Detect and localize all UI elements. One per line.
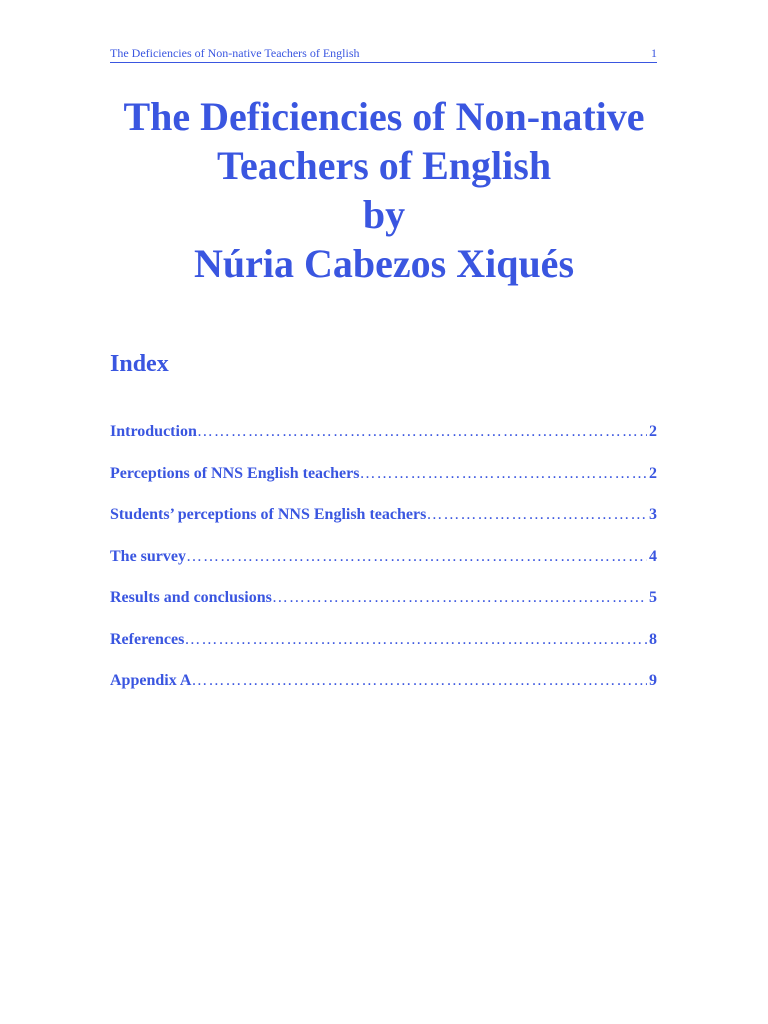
toc-entry-label: References bbox=[110, 630, 185, 648]
running-header bbox=[110, 44, 657, 63]
toc-entry-label: Results and conclusions bbox=[110, 589, 272, 606]
table-of-contents bbox=[110, 422, 657, 713]
title-line-2: Teachers of English bbox=[216, 143, 552, 188]
toc-entry-page: 4 bbox=[649, 547, 657, 565]
toc-entry-results[interactable] bbox=[110, 588, 657, 608]
toc-entry-page: 8 bbox=[649, 630, 657, 648]
toc-leader-dots bbox=[191, 671, 647, 691]
toc-entry-students-perceptions[interactable] bbox=[110, 505, 657, 525]
toc-entry-page: 2 bbox=[649, 464, 657, 482]
toc-entry-page: 5 bbox=[649, 589, 657, 606]
toc-entry-label: Students’ perceptions of NNS English teachers bbox=[110, 506, 427, 523]
toc-leader-dots bbox=[184, 630, 647, 650]
toc-entry-page: 3 bbox=[649, 506, 657, 523]
toc-entry-label: Perceptions of NNS English teachers bbox=[110, 464, 360, 482]
title-line-3: by bbox=[362, 192, 406, 237]
toc-entry-perceptions[interactable] bbox=[110, 464, 657, 484]
toc-leader-dots bbox=[272, 588, 647, 608]
toc-entry-label: Introduction bbox=[110, 423, 197, 440]
running-header-page-number: 1 bbox=[651, 46, 657, 60]
toc-entry-references[interactable] bbox=[110, 630, 657, 650]
toc-entry-label: The survey bbox=[110, 547, 186, 565]
running-header-title: The Deficiencies of Non-native Teachers of English bbox=[110, 46, 360, 60]
toc-entry-introduction[interactable] bbox=[110, 422, 657, 442]
toc-leader-dots bbox=[359, 464, 647, 484]
title-line-1: The Deficiencies of Non-native bbox=[123, 94, 645, 139]
toc-entry-survey[interactable] bbox=[110, 547, 657, 567]
toc-entry-appendix-a[interactable] bbox=[110, 671, 657, 691]
toc-entry-page: 9 bbox=[649, 672, 657, 689]
toc-entry-page: 2 bbox=[649, 423, 657, 440]
toc-leader-dots bbox=[186, 547, 647, 567]
toc-leader-dots bbox=[197, 422, 647, 442]
toc-entry-label: Appendix A bbox=[110, 672, 192, 689]
toc-leader-dots bbox=[426, 505, 647, 525]
document-title bbox=[100, 92, 668, 288]
index-heading: Index bbox=[110, 351, 169, 377]
title-line-4: Núria Cabezos Xiqués bbox=[193, 241, 575, 286]
